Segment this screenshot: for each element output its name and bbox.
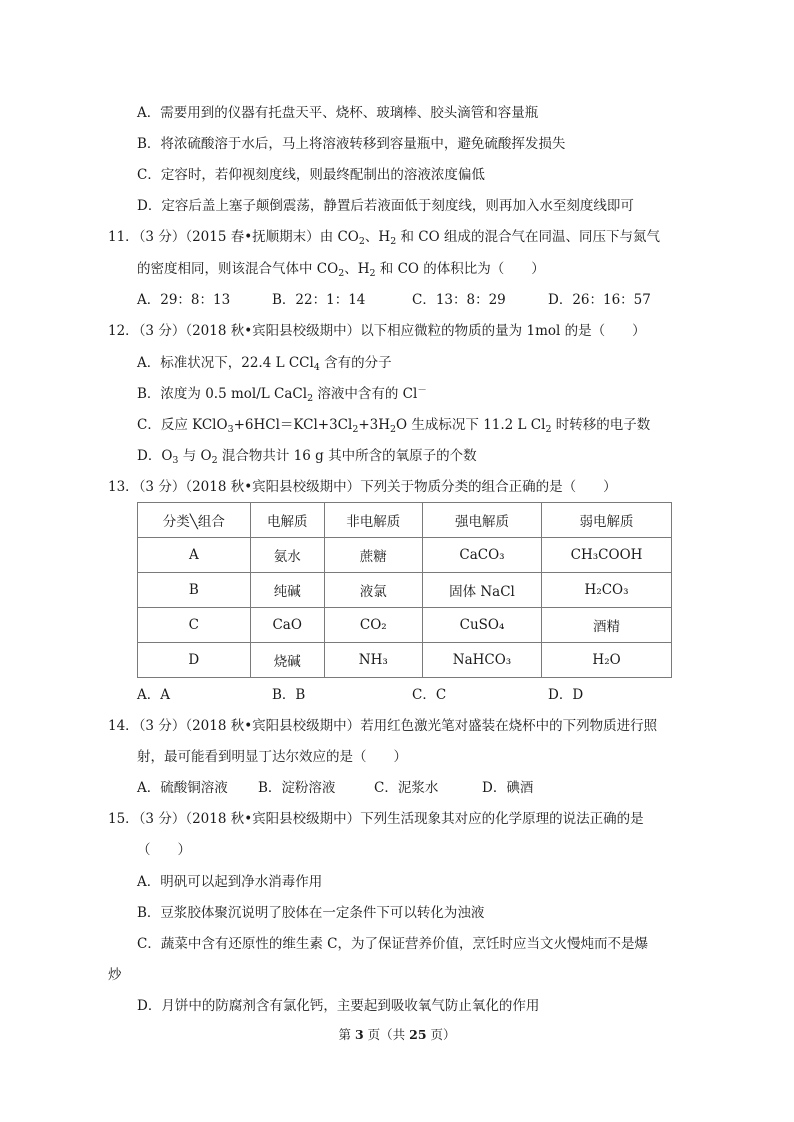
- q14-option-d: D．碘酒: [482, 780, 534, 796]
- table-cell: CH₃COOH: [542, 538, 672, 573]
- q12-option-d: D．$O_3$ 与 $O_2$ 混合物共计 16 g 其中所含的氧原子的个数: [137, 448, 477, 466]
- q13-stem: 13．（3 分）（2018 秋•宾阳县校级期中）下列关于物质分类的组合正确的是（ ）: [108, 479, 617, 495]
- q13-source: （3 分）（2018 秋•宾阳县校级期中）: [138, 479, 361, 495]
- table-cell: CaO: [250, 608, 324, 643]
- q14-stem-line2: 射，最可能看到明显丁达尔效应的是（ ）: [137, 749, 407, 765]
- q14-number: 14．: [108, 718, 139, 734]
- q14-stem-line1: 14．（3 分）（2018 秋•宾阳县校级期中）若用红色激光笔对盛装在烧杯中的下列物质进行照: [108, 718, 658, 734]
- table-cell: 氨水: [250, 538, 324, 573]
- q12-option-a: A．标准状况下，22.4 L CCl$_4$ 含有的分子: [137, 355, 392, 373]
- table-cell: 纯碱: [250, 573, 324, 608]
- q13-option-a: A．A: [137, 687, 170, 703]
- table-cell: 烧碱: [250, 643, 324, 678]
- table-header-cell: 强电解质: [422, 503, 541, 538]
- table-cell: NaHCO₃: [422, 643, 541, 678]
- table-row: [138, 608, 672, 643]
- table-cell: C: [138, 608, 251, 643]
- table-row: [138, 573, 672, 608]
- q15-stem-line2: （ ）: [137, 842, 191, 858]
- q12-source: （3 分）（2018 秋•宾阳县校级期中）: [138, 323, 361, 339]
- q11-number: 11．: [108, 229, 139, 245]
- table-header-cell: 非电解质: [324, 503, 422, 538]
- table-cell: 酒精: [542, 608, 672, 643]
- q11-option-a: A．29：8：13: [137, 292, 231, 308]
- q14-source: （3 分）（2018 秋•宾阳县校级期中）: [138, 718, 361, 734]
- page-number: 3: [354, 1027, 364, 1042]
- q12-option-b: B．浓度为 0.5 mol/L CaCl$_2$ 溶液中含有的 Cl－: [137, 385, 427, 404]
- table-cell: 液氯: [324, 573, 422, 608]
- q13-option-c: C．C: [412, 687, 447, 703]
- q10-option-b: B．将浓硫酸溶于水后，马上将溶液转移到容量瓶中，避免硫酸挥发损失: [137, 136, 566, 152]
- table-cell: NH₃: [324, 643, 422, 678]
- q12-number: 12．: [108, 323, 139, 339]
- table-cell: CuSO₄: [422, 608, 541, 643]
- q12-stem: 12．（3 分）（2018 秋•宾阳县校级期中）以下相应微粒的物质的量为 1mol 的是（ ）: [108, 323, 646, 339]
- q11-option-c: C．13：8：29: [412, 292, 506, 308]
- table-row: [138, 643, 672, 678]
- q15-option-c-cont: 炒: [108, 967, 122, 983]
- table-cell: B: [138, 573, 251, 608]
- table-cell: H₂O: [542, 643, 672, 678]
- table-row: [138, 538, 672, 573]
- q13-option-d: D．D: [548, 687, 584, 703]
- q14-option-b: B．淀粉溶液: [258, 780, 336, 796]
- q10-option-c: C．定容时，若仰视刻度线，则最终配制出的溶液浓度偏低: [137, 167, 485, 183]
- page-footer: 第 3 页（共 25 页）: [338, 1027, 456, 1042]
- q12-option-c: C．反应 $KClO_3+6HCl=KCl+3Cl_2+3H_2O$ 生成标况下 11.2 L $Cl_2$ 时转移的电子数: [137, 417, 651, 435]
- q14-option-a: A．硫酸铜溶液: [137, 780, 228, 796]
- q15-option-d: D．月饼中的防腐剂含有氯化钙，主要起到吸收氧气防止氧化的作用: [137, 998, 540, 1014]
- table-header-cell: 弱电解质: [542, 503, 672, 538]
- table-cell: CaCO₃: [422, 538, 541, 573]
- q10-option-d: D．定容后盖上塞子颠倒震荡，静置后若液面低于刻度线，则再加入水至刻度线即可: [137, 198, 634, 214]
- q15-option-a: A．明矾可以起到净水消毒作用: [137, 874, 323, 890]
- q10-option-a: A．需要用到的仪器有托盘天平、烧杯、玻璃棒、胶头滴管和容量瓶: [137, 105, 539, 121]
- q11-source: （3 分）（2015 春•抚顺期末）: [138, 229, 320, 245]
- q13-number: 13．: [108, 479, 139, 495]
- table-cell: CO₂: [324, 608, 422, 643]
- table-header-row: [138, 503, 672, 538]
- table-cell: 蔗糖: [324, 538, 422, 573]
- q11-stem-line1: 11．（3 分）（2015 春•抚顺期末）由 $CO_2$、$H_2$ 和 CO 组成的混合气在同温、同压下与氮气: [108, 229, 660, 247]
- q13-option-b: B．B: [272, 687, 306, 703]
- table-cell: D: [138, 643, 251, 678]
- table-cell: 固体 NaCl: [422, 573, 541, 608]
- total-pages: 25: [409, 1027, 427, 1042]
- table-header-cell: 电解质: [250, 503, 324, 538]
- table-cell: H₂CO₃: [542, 573, 672, 608]
- q15-option-c: C．蔬菜中含有还原性的维生素 C，为了保证营养价值，烹饪时应当文火慢炖而不是爆: [137, 936, 648, 952]
- q11-option-d: D．26：16：57: [548, 292, 651, 308]
- q14-option-c: C．泥浆水: [374, 780, 439, 796]
- classification-table: [137, 502, 672, 678]
- q15-stem-line1: 15．（3 分）（2018 秋•宾阳县校级期中）下列生活现象其对应的化学原理的说法正确的是: [108, 811, 644, 827]
- q15-source: （3 分）（2018 秋•宾阳县校级期中）: [138, 811, 361, 827]
- q15-number: 15．: [108, 811, 139, 827]
- q15-option-b: B．豆浆胶体聚沉说明了胶体在一定条件下可以转化为浊液: [137, 905, 485, 921]
- q11-option-b: B．22：1：14: [272, 292, 366, 308]
- q11-stem-line2: 的密度相同，则该混合气体中 $CO_2$、$H_2$ 和 CO 的体积比为（ ）: [137, 261, 545, 279]
- table-header-cell: 分类╲组合: [138, 503, 251, 538]
- table-cell: A: [138, 538, 251, 573]
